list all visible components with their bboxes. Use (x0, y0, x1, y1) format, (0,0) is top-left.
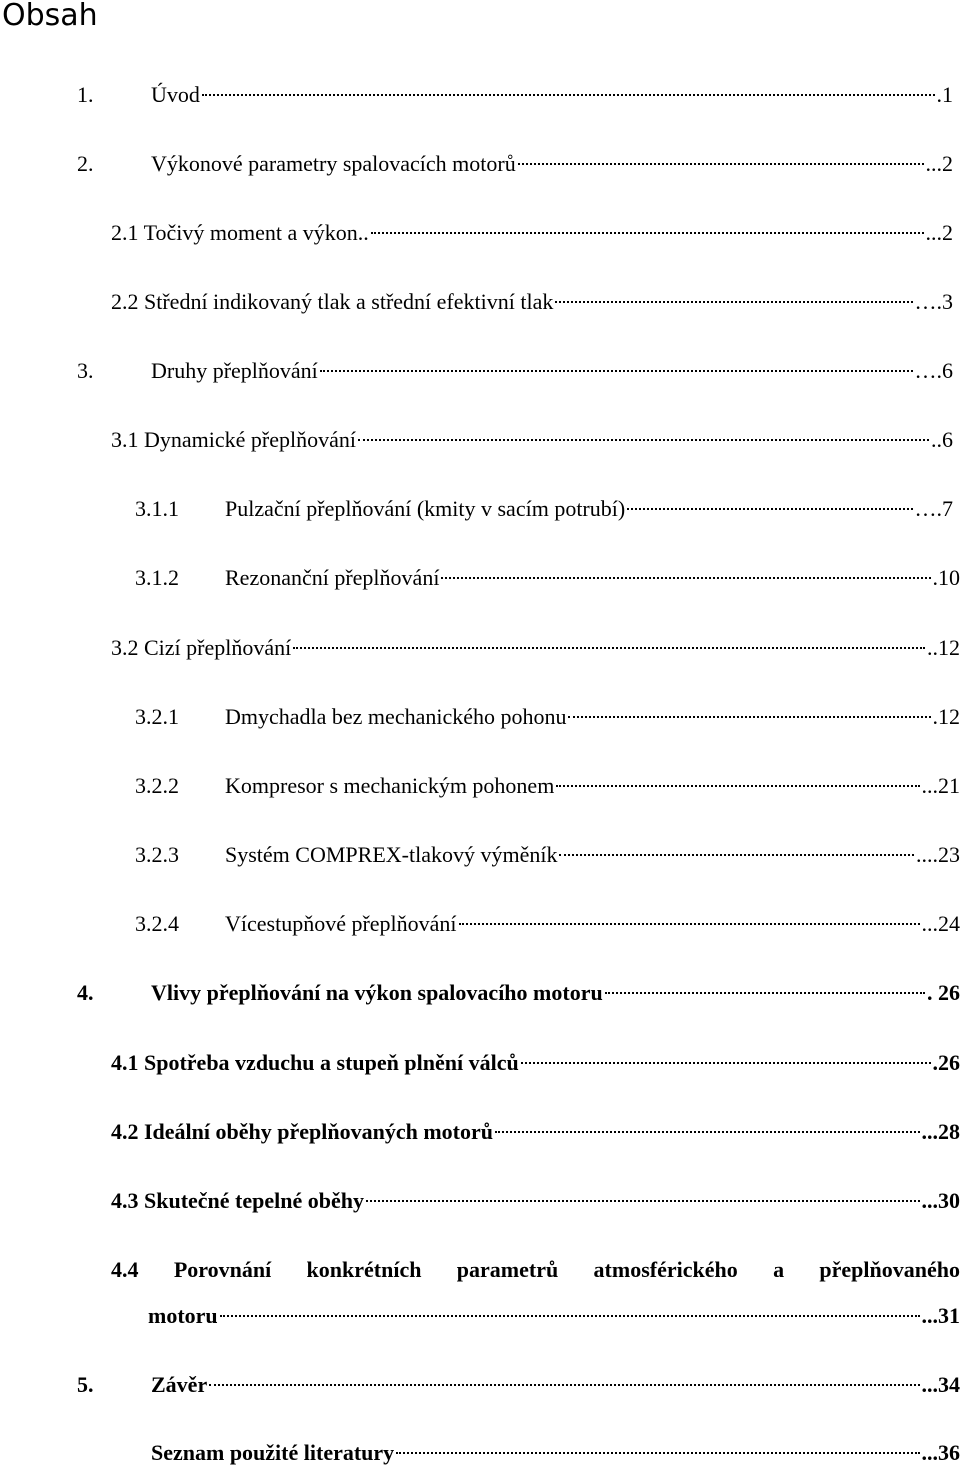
toc-entry-page: ...2 (925, 220, 953, 245)
dot-leader (202, 94, 935, 96)
toc-entry-title: Rezonanční přeplňování (225, 565, 440, 590)
dot-leader (209, 1384, 919, 1386)
toc-entry-number: 3.1.1 (135, 496, 179, 521)
dot-leader (358, 439, 929, 441)
toc-entry-number: 1. (77, 82, 94, 107)
toc-entry-page: . 26 (927, 980, 960, 1005)
dot-leader (521, 1062, 931, 1064)
toc-entry-vicestupnove[interactable] (135, 909, 960, 939)
toc-entry-page: .26 (932, 1050, 960, 1075)
toc-entry-seznam-literatury[interactable] (151, 1438, 960, 1468)
toc-entry-title: 3.2 Cizí přeplňování (111, 635, 292, 660)
dot-leader (559, 854, 914, 856)
toc-entry-title: Systém COMPREX-tlakový výměník (225, 842, 558, 867)
toc-entry-page: ...36 (921, 1440, 960, 1465)
toc-entry-title: Pulzační přeplňování (kmity v sacím potrubí) (225, 496, 626, 521)
toc-entry-porovnani-cont[interactable] (148, 1301, 960, 1331)
dot-leader (293, 647, 925, 649)
toc-entry-page: .12 (932, 704, 960, 729)
toc-entry-title: Závěr (151, 1372, 208, 1397)
toc-entry-title: 2.1 Točivý moment a výkon.. (111, 220, 369, 245)
toc-entry-uvod[interactable] (77, 80, 953, 110)
dot-leader (518, 163, 924, 165)
dot-leader (459, 923, 920, 925)
page-title: Obsah (2, 0, 98, 33)
toc-entry-pulzacni-preplnovani[interactable] (135, 494, 953, 524)
toc-entry-number: 3.2.2 (135, 773, 179, 798)
toc-entry-druhy-preplnovani[interactable] (77, 356, 953, 386)
toc-entry-title: Seznam použité literatury (151, 1440, 395, 1465)
toc-entry-page: ...34 (921, 1372, 960, 1397)
toc-entry-number: 3.2.3 (135, 842, 179, 867)
toc-entry-page: ....23 (916, 842, 960, 867)
toc-entry-comprex[interactable] (135, 840, 960, 870)
toc-entry-page: ..12 (927, 635, 960, 660)
toc-entry-title: 4.4 Porovnání konkrétních parametrů atmosférického a přeplňovaného (111, 1257, 960, 1282)
toc-entry-page: .1 (936, 82, 953, 107)
dot-leader (366, 1200, 920, 1202)
dot-leader (556, 785, 919, 787)
toc-entry-number: 3. (77, 358, 94, 383)
toc-entry-title: Vícestupňové přeplňování (225, 911, 457, 936)
toc-entry-number: 4. (77, 980, 94, 1005)
toc-entry-title: Vlivy přeplňování na výkon spalovacího motoru (151, 980, 603, 1005)
toc-entry-page: ….7 (914, 496, 953, 521)
dot-leader (220, 1315, 920, 1317)
toc-entry-tocivy-moment[interactable] (111, 218, 953, 248)
toc-entry-title: Druhy přeplňování (151, 358, 318, 383)
toc-entry-number: 5. (77, 1372, 94, 1397)
toc-entry-number: 3.2.4 (135, 911, 179, 936)
dot-leader (568, 716, 930, 718)
toc-entry-number: 2. (77, 151, 94, 176)
toc-entry-page: ...28 (921, 1119, 960, 1144)
toc-entry-page: ...24 (921, 911, 960, 936)
toc-entry-title-cont: motoru (148, 1303, 218, 1328)
toc-entry-title: 4.2 Ideální oběhy přeplňovaných motorů (111, 1119, 493, 1144)
toc-entry-vykonove-parametry[interactable] (77, 149, 953, 179)
dot-leader (396, 1452, 919, 1454)
toc-entry-page: ...30 (921, 1188, 960, 1213)
toc-entry-dynamicke-preplnovani[interactable] (111, 425, 953, 455)
toc-entry-page: ...2 (925, 151, 953, 176)
toc-entry-page: ….6 (914, 358, 953, 383)
dot-leader (320, 370, 913, 372)
toc-entry-page: ….3 (914, 289, 953, 314)
dot-leader (627, 508, 912, 510)
toc-entry-title: 2.2 Střední indikovaný tlak a střední efektivní tlak (111, 289, 554, 314)
toc-entry-title: Výkonové parametry spalovacích motorů (151, 151, 516, 176)
toc-entry-kompresor[interactable] (135, 771, 960, 801)
toc-entry-cizi-preplnovani[interactable] (111, 633, 960, 663)
toc-entry-title: 4.1 Spotřeba vzduchu a stupeň plnění válců (111, 1050, 519, 1075)
toc-entry-skutecne-obehy[interactable] (111, 1186, 960, 1216)
toc-entry-title: 3.1 Dynamické přeplňování (111, 427, 356, 452)
toc-entry-porovnani[interactable] (111, 1255, 960, 1285)
toc-entry-rezonancni-preplnovani[interactable] (135, 563, 960, 593)
toc-entry-title: Kompresor s mechanickým pohonem (225, 773, 555, 798)
toc-entry-zaver[interactable] (77, 1370, 960, 1400)
dot-leader (555, 301, 912, 303)
toc-entry-vlivy-preplnovani[interactable] (77, 978, 960, 1008)
toc-entry-page: ...31 (921, 1303, 960, 1328)
toc-entry-idealni-obehy[interactable] (111, 1117, 960, 1147)
toc-entry-spotreba-vzduchu[interactable] (111, 1048, 960, 1078)
toc-entry-stredni-tlak[interactable] (111, 287, 953, 317)
toc-entry-number: 3.1.2 (135, 565, 179, 590)
toc-entry-page: ...21 (921, 773, 960, 798)
toc-entry-title: Dmychadla bez mechanického pohonu (225, 704, 567, 729)
toc-entry-page: ..6 (931, 427, 953, 452)
dot-leader (605, 992, 925, 994)
toc-entry-title: 4.3 Skutečné tepelné oběhy (111, 1188, 364, 1213)
dot-leader (441, 577, 930, 579)
toc-entry-dmychadla[interactable] (135, 702, 960, 732)
toc-entry-number: 3.2.1 (135, 704, 179, 729)
dot-leader (371, 232, 924, 234)
toc-entry-page: .10 (932, 565, 960, 590)
dot-leader (495, 1131, 920, 1133)
toc-entry-title: Úvod (151, 82, 200, 107)
